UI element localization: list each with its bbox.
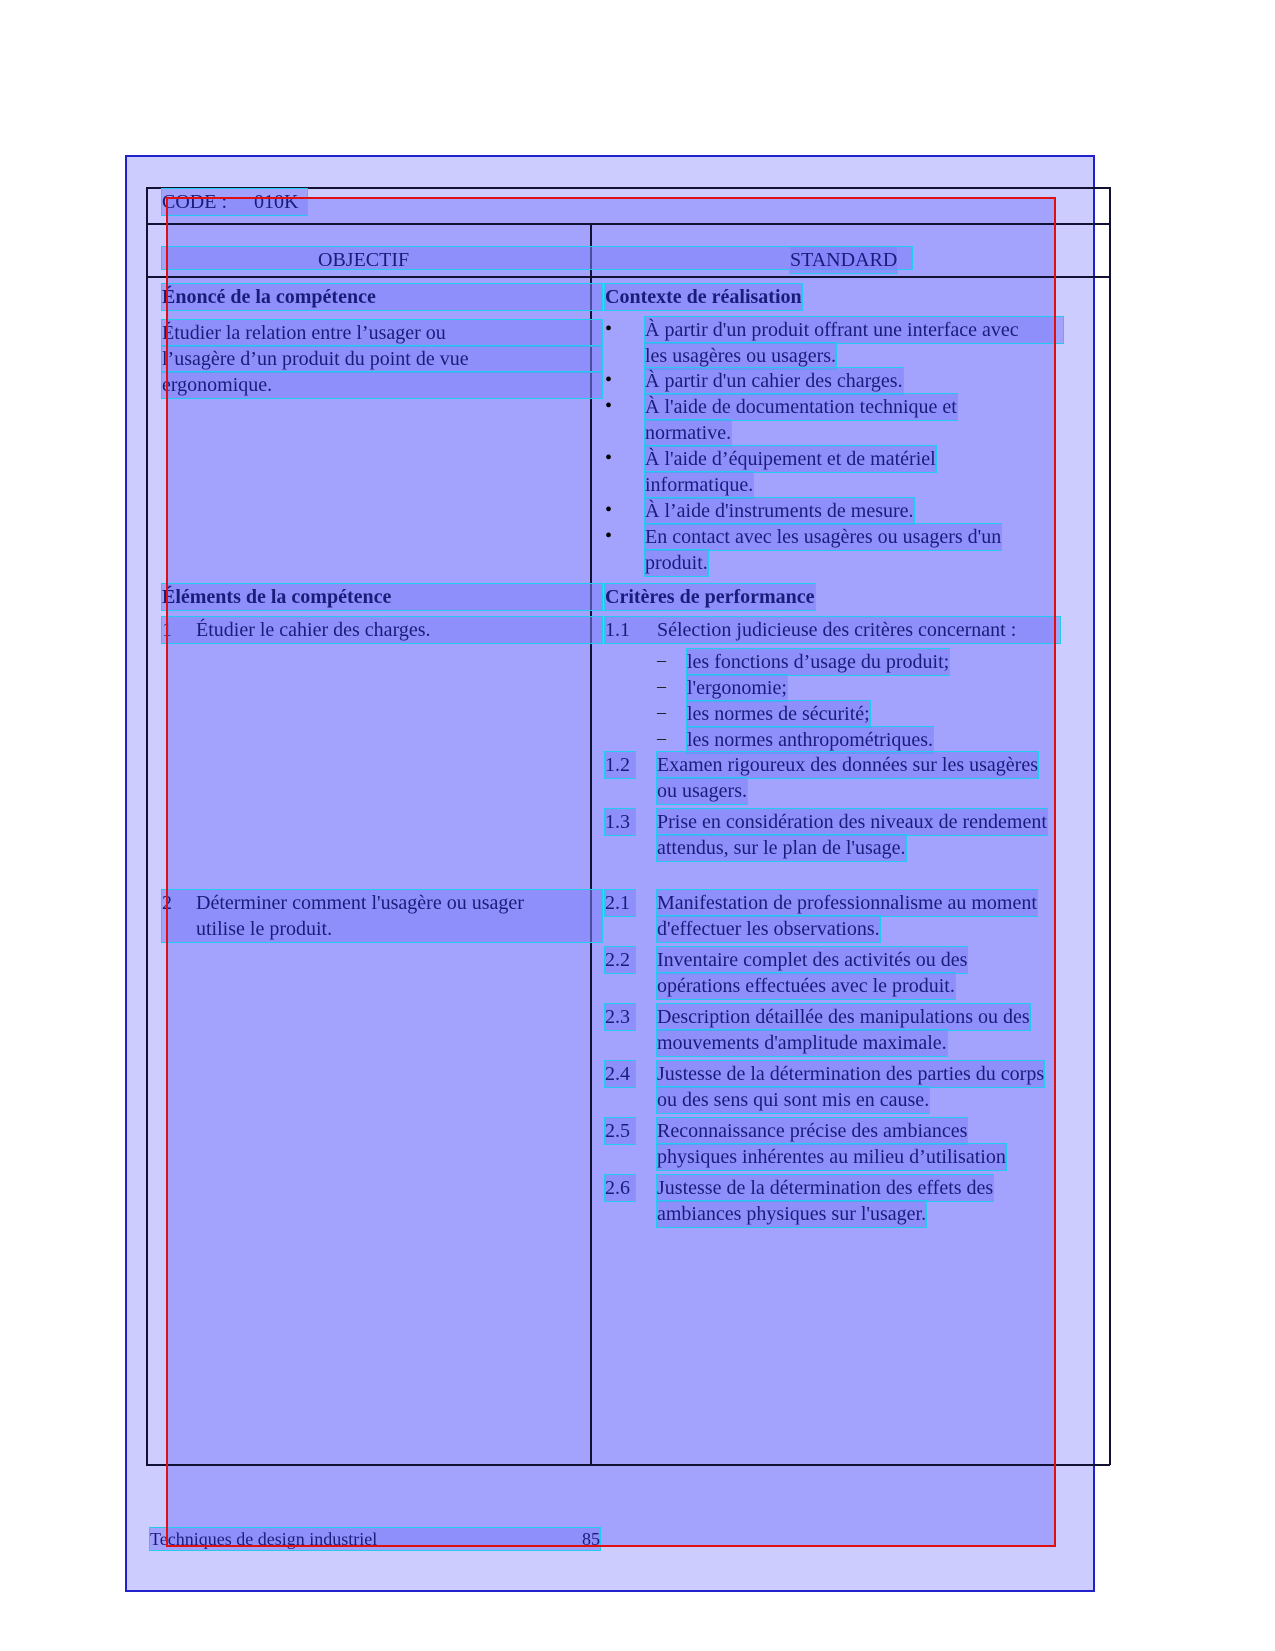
critere-2-3-line-1: Description détaillée des manipulations ou des [657,1006,1030,1028]
critere-2-5-line-1: Reconnaissance précise des ambiances [657,1120,968,1142]
table-left-rule [146,187,148,1465]
dash-icon: – [657,728,666,748]
critere-2-4-line-2: ou des sens qui sont mis en cause. [657,1089,930,1111]
critere-2-1-num: 2.1 [605,890,635,916]
critere-1-1-line-1: Sélection judicieuse des critères concernant : [657,619,1017,641]
contexte-item-6-line-1: En contact avec les usagères ou usagers d'un [645,526,1002,548]
bullet-icon: • [605,395,613,417]
element-2-line-2: utilise le produit. [196,918,333,940]
critere-1-3-line-1: Prise en considération des niveaux de rendement [657,811,1047,833]
critere-1-2-num: 1.2 [605,752,635,778]
bullet-icon: • [605,499,613,521]
table-right-rule [1109,187,1111,1465]
contexte-item-1-line-2: les usagères ou usagers. [645,345,837,367]
contexte-item-3-line-1: À l'aide de documentation technique et [645,396,957,418]
sub-item-3: les normes de sécurité; [687,703,870,725]
element-1 [162,617,602,643]
header-row-rule [146,276,1110,278]
critere-2-3-line-2: mouvements d'amplitude maximale. [657,1032,947,1054]
critere-2-3-num: 2.3 [605,1004,635,1030]
critere-2-6-num: 2.6 [605,1175,635,1201]
bullet-icon: • [605,525,613,547]
critere-2-1-line-2: d'effectuer les observations. [657,918,880,940]
code-row-rule [146,223,1110,225]
sub-item-4: les normes anthropométriques. [687,729,934,751]
elements-title: Éléments de la compétence [162,584,602,610]
critere-2-1-line-1: Manifestation de professionnalisme au moment [657,892,1037,914]
contexte-title: Contexte de réalisation [605,286,802,308]
criteres-title: Critères de performance [605,586,815,608]
page-number: 85 [582,1529,600,1549]
bullet-icon: • [605,447,613,469]
enonce-line-1: Étudier la relation entre l’usager ou [162,320,602,346]
critere-1-1-num: 1.1 [605,619,630,641]
critere-1-2-line-1: Examen rigoureux des données sur les usagères [657,754,1038,776]
element-2-num: 2 [162,892,172,914]
contexte-item-6-line-2: produit. [645,552,708,574]
contexte-item-4-line-2: informatique. [645,474,754,496]
critere-2-2-num: 2.2 [605,947,635,973]
critere-2-2-line-2: opérations effectuées avec le produit. [657,975,955,997]
dash-icon: – [657,702,666,722]
critere-2-6-line-2: ambiances physiques sur l'usager. [657,1203,927,1225]
header-standard: STANDARD [790,249,898,271]
dash-icon: – [657,676,666,696]
dash-icon: – [657,650,666,670]
critere-2-4-line-1: Justesse de la détermination des parties du corps [657,1063,1045,1085]
critere-1-1 [605,617,1060,643]
bullet-icon: • [605,318,613,340]
enonce-line-2: l’usagère d’un produit du point de vue [162,346,602,372]
critere-1-3-line-2: attendus, sur le plan de l'usage. [657,837,906,859]
sub-item-1: les fonctions d’usage du produit; [687,651,950,673]
element-2-line-1: Déterminer comment l'usagère ou usager [196,892,524,914]
critere-2-2-line-1: Inventaire complet des activités ou des [657,949,968,971]
element-1-line-1: Étudier le cahier des charges. [196,619,431,641]
critere-1-2-line-2: ou usagers. [657,780,747,802]
code-value: 010K [254,191,299,213]
contexte-item-4-line-1: À l'aide d’équipement et de matériel [645,448,936,470]
contexte-item-3-line-2: normative. [645,422,732,444]
element-1-num: 1 [162,619,172,641]
header-objectif: OBJECTIF [318,249,410,271]
code-label-text: CODE : [162,191,227,213]
critere-2-4-num: 2.4 [605,1061,635,1087]
footer [150,1528,600,1550]
enonce-line-3: ergonomique. [162,372,602,398]
critere-1-3-num: 1.3 [605,809,635,835]
contexte-item-1-line-1: À partir d'un produit offrant une interface avec [645,317,1063,343]
footer-title: Techniques de design industriel [150,1529,378,1549]
bullet-icon: • [605,369,613,391]
sub-item-2: l'ergonomie; [687,677,787,699]
critere-2-5-line-2: physiques inhérentes au milieu d’utilisation [657,1146,1006,1168]
contexte-item-5-line-1: À l’aide d'instruments de mesure. [645,500,914,522]
contexte-item-2-line-1: À partir d'un cahier des charges. [645,370,903,392]
critere-2-6-line-1: Justesse de la détermination des effets des [657,1177,994,1199]
enonce-title: Énoncé de la compétence [162,284,602,310]
code-label [162,189,307,215]
column-divider [590,223,592,1465]
critere-2-5-num: 2.5 [605,1118,635,1144]
element-2 [162,890,602,942]
table-bottom-rule [146,1464,1110,1466]
